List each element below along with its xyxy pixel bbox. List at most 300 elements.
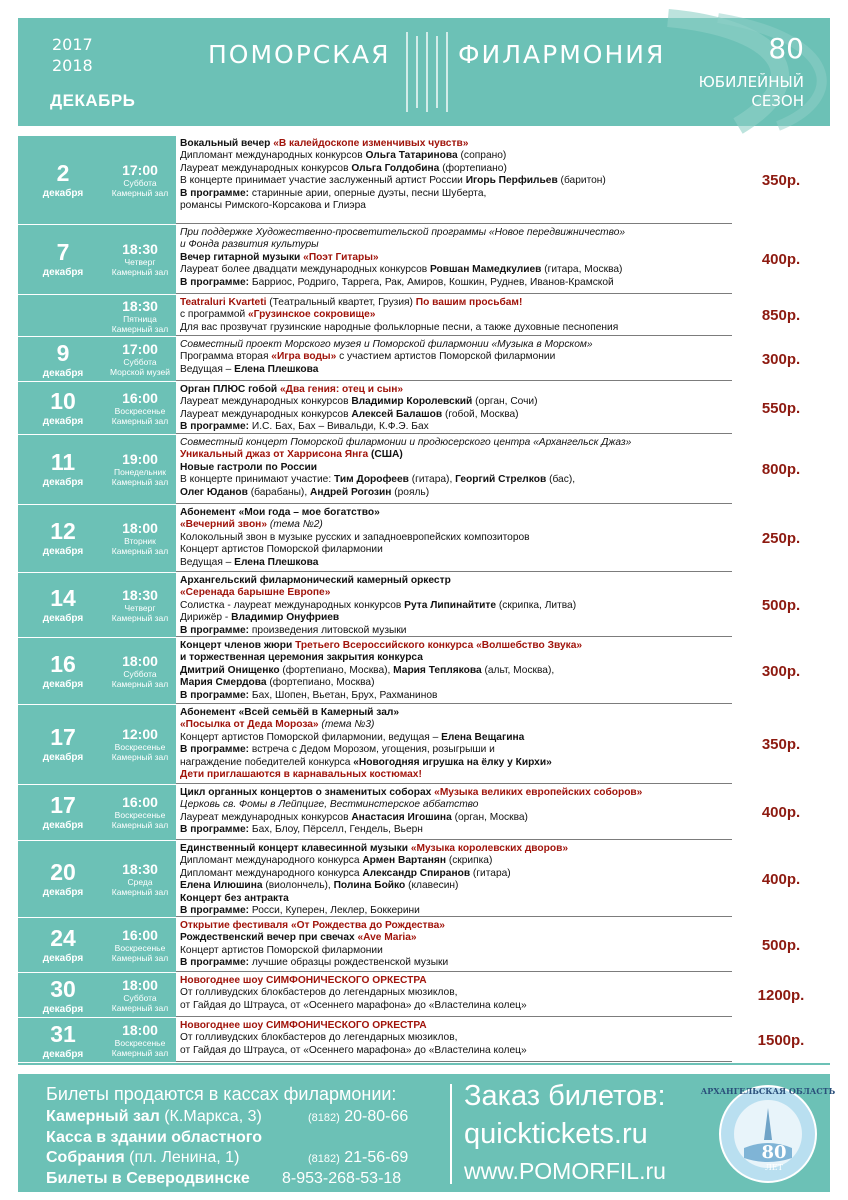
event-month: декабря <box>42 267 84 278</box>
event-line <box>180 787 730 799</box>
event-line <box>180 868 730 880</box>
event-text: Дипломант международных конкурсов <box>180 150 366 162</box>
event-text: Полина Бойко <box>333 880 406 892</box>
event-date <box>18 918 108 972</box>
brand-name-left: ПОМОРСКАЯ <box>208 40 391 69</box>
event-line <box>180 532 730 544</box>
event-day: 2 <box>56 159 70 186</box>
event-row <box>18 841 830 918</box>
event-text: Дмитрий Онищенко <box>180 664 280 676</box>
event-text: Открытие фестиваля «От Рождества до Рождества» <box>180 920 445 931</box>
event-time: 16:00 <box>122 389 158 406</box>
event-text: Мария Теплякова <box>393 664 482 676</box>
event-weekday: Среда <box>127 876 153 887</box>
event-text: Армен Вартанян <box>362 855 446 867</box>
event-text: Владимир Онуфриев <box>231 612 340 624</box>
event-date <box>18 295 108 336</box>
event-weekday: Четверг <box>124 257 156 267</box>
event-day: 30 <box>50 976 76 1002</box>
event-date <box>18 841 108 917</box>
event-text: (орган, Москва) <box>451 811 528 823</box>
kassa-line-1 <box>46 1129 262 1147</box>
event-text: (бас), <box>546 474 576 486</box>
event-line <box>180 474 730 486</box>
footer-title: Билеты продаются в кассах филармонии: <box>46 1084 397 1104</box>
event-price: 850р. <box>732 295 830 336</box>
event-text: (гитара) <box>470 867 511 879</box>
event-line <box>180 719 730 731</box>
event-row <box>18 225 830 295</box>
footer-divider <box>450 1084 452 1184</box>
event-text: (скрипка) <box>445 855 493 867</box>
event-lines <box>180 1020 730 1057</box>
event-text: Тим Дорофеев <box>333 474 409 486</box>
event-line <box>180 744 730 756</box>
event-price: 800р. <box>732 435 830 504</box>
order-label: Заказ билетов: <box>464 1080 666 1112</box>
event-day: 11 <box>50 449 76 475</box>
event-month: декабря <box>42 415 84 427</box>
event-text: Концерт артистов Поморской филармонии <box>180 944 383 956</box>
event-text: (гобой, Москва) <box>442 408 519 420</box>
event-line <box>180 1045 730 1057</box>
event-time: 18:30 <box>122 586 158 603</box>
event-weekday: Воскресенье <box>114 405 166 416</box>
event-line <box>180 449 730 461</box>
event-text: и торжественная церемония закрытия конкурса <box>180 652 423 664</box>
event-text: Для вас прозвучат грузинские народные фольклорные песни, а также духовные песнопения <box>180 321 619 333</box>
event-text: Лауреат международных конкурсов <box>180 408 352 420</box>
event-text: награждение победителей конкурса <box>180 756 354 768</box>
event-description <box>176 573 732 637</box>
event-row <box>18 785 830 841</box>
event-row <box>18 382 830 435</box>
month-title: ДЕКАБРЬ <box>50 91 136 110</box>
event-text: (гитара), <box>408 474 456 486</box>
event-venue: Морской музей <box>110 366 170 377</box>
event-date <box>18 505 108 572</box>
event-weekday: Суббота <box>123 668 157 679</box>
event-time: 19:00 <box>122 451 158 467</box>
event-text: Уникальный джаз от Харрисона Янга <box>180 449 369 461</box>
event-description <box>176 337 732 381</box>
event-line <box>180 812 730 824</box>
event-time: 16:00 <box>122 794 158 810</box>
event-line <box>180 799 730 811</box>
season-years <box>52 34 93 76</box>
hall-line <box>46 1108 262 1126</box>
event-line <box>180 437 730 449</box>
event-time: 17:00 <box>122 161 158 178</box>
event-price: 1200р. <box>732 973 830 1017</box>
event-text: (Театральный квартет, Грузия) <box>266 297 413 308</box>
anniversary-emblem-icon <box>700 1078 836 1188</box>
event-line <box>180 1020 730 1032</box>
event-text: Елена Плешкова <box>234 556 319 568</box>
event-text: Бах, Блоу, Пёрселл, Гендель, Вьерн <box>249 824 423 836</box>
event-line <box>180 769 730 781</box>
event-month: декабря <box>42 952 84 964</box>
event-month: декабря <box>42 678 84 690</box>
event-text: При поддержке Художественно-просветительской программы «Новое передвижничество» <box>180 227 626 238</box>
event-text: Анастасия Игошина <box>351 811 452 823</box>
event-lines <box>180 297 730 334</box>
event-line <box>180 150 730 162</box>
event-line <box>180 587 730 599</box>
event-venue: Камерный зал <box>111 267 169 277</box>
event-text: (барабаны), <box>247 486 310 498</box>
event-text: Лауреат более двадцати международных конкурсов <box>180 264 431 276</box>
event-text: Александр Спиранов <box>362 867 471 879</box>
event-description <box>176 705 732 784</box>
event-line <box>180 975 730 987</box>
event-text: Колокольный звон в музыке русских и западноевропейских композиторов <box>180 531 530 543</box>
event-text: (рояль) <box>391 486 430 498</box>
event-text: Совместный проект Морского музея и Поморской филармонии «Музыка в Морском» <box>180 339 593 350</box>
event-row <box>18 918 830 973</box>
event-line <box>180 920 730 932</box>
event-line <box>180 1032 730 1044</box>
event-text: «Новогодняя игрушка на ёлку у Кирхи» <box>353 756 552 768</box>
event-line <box>180 690 730 702</box>
ticket-site-link[interactable]: quicktickets.ru <box>464 1118 648 1150</box>
event-text: Концерт артистов Поморской филармонии, ведущая – <box>180 731 442 743</box>
event-venue: Камерный зал <box>111 952 169 963</box>
season-label-1: ЮБИЛЕЙНЫЙ <box>698 73 804 91</box>
event-line <box>180 625 730 637</box>
event-text: «Поэт Гитары» <box>303 251 379 263</box>
hall-label: Камерный зал <box>46 1108 160 1125</box>
event-text: Церковь св. Фомы в Лейпциге, Вестминстерское аббатство <box>180 799 479 811</box>
event-date <box>18 435 108 504</box>
event-text: В концерте принимают участие: <box>180 474 334 486</box>
event-line <box>180 707 730 719</box>
event-weekday: Понедельник <box>113 467 167 477</box>
event-text: Ольга Татаринова <box>365 150 458 162</box>
event-text: В программе: <box>180 421 250 433</box>
event-line <box>180 351 730 363</box>
event-price: 400р. <box>732 841 830 917</box>
event-day: 14 <box>50 584 76 611</box>
event-month: декабря <box>42 886 84 898</box>
event-time-block <box>108 705 172 784</box>
event-line <box>180 855 730 867</box>
event-text: Ведущая – <box>180 556 235 568</box>
event-time-block <box>108 1018 172 1062</box>
event-line <box>180 322 730 334</box>
event-line <box>180 175 730 187</box>
event-text: (виолончель), <box>262 880 334 892</box>
event-text: «Серенада барышне Европе» <box>180 587 331 599</box>
event-venue: Камерный зал <box>111 187 169 198</box>
event-text: (США) <box>368 449 403 461</box>
event-line <box>180 893 730 905</box>
event-price: 350р. <box>732 705 830 784</box>
event-weekday: Воскресенье <box>114 810 166 820</box>
event-text: (альт, Москва), <box>481 664 555 676</box>
event-text: (фортепиано) <box>439 162 507 174</box>
event-line <box>180 252 730 264</box>
event-text: В программе: <box>180 904 250 916</box>
event-price: 350р. <box>732 136 830 224</box>
event-text: «В калейдоскопе изменчивых чувств» <box>273 138 469 149</box>
event-line <box>180 945 730 957</box>
event-time-block <box>108 295 172 336</box>
event-date <box>18 705 108 784</box>
event-line <box>180 277 730 289</box>
event-row <box>18 435 830 505</box>
event-time: 18:00 <box>122 976 158 993</box>
event-text: от Гайдая до Штрауса, от «Осеннего марафона» до «Властелина колец» <box>180 1044 527 1056</box>
event-text: В программе: <box>180 689 250 701</box>
event-time: 18:00 <box>122 1021 158 1038</box>
emblem-text: АРХАНГЕЛЬСКАЯ ОБЛАСТЬ <box>700 1086 836 1096</box>
event-row <box>18 973 830 1018</box>
event-text: «Грузинское сокровище» <box>248 309 376 321</box>
event-price: 300р. <box>732 337 830 381</box>
event-line <box>180 612 730 624</box>
event-line <box>180 339 730 351</box>
severodvinsk-phone: 8-953-268-53-18 <box>282 1170 402 1187</box>
event-description <box>176 225 732 294</box>
event-text: Игорь Перфильев <box>465 175 558 187</box>
event-text: «Два гения: отец и сын» <box>280 384 404 395</box>
event-text: Программа вторая <box>180 351 272 363</box>
event-text: В программе: <box>180 957 250 969</box>
event-day: 31 <box>50 1021 76 1047</box>
event-time: 17:00 <box>122 340 158 357</box>
event-text: Дипломант международного конкурса <box>180 855 363 867</box>
emblem-sub: ЛЕТ <box>765 1163 783 1172</box>
event-text: От голливудских блокбастеров до легендарных мюзиклов, <box>180 987 458 999</box>
event-month: декабря <box>42 752 84 763</box>
event-line <box>180 239 730 251</box>
event-line <box>180 905 730 917</box>
event-text: Абонемент «Мои года – мое богатство» <box>180 507 380 518</box>
event-text: Единственный концерт клавесинной музыки <box>180 843 411 854</box>
event-weekday: Воскресенье <box>114 942 166 953</box>
event-text: (тема №3) <box>318 719 375 731</box>
event-text: (сопрано) <box>457 150 507 162</box>
event-day: 20 <box>50 858 76 885</box>
event-line <box>180 757 730 769</box>
kassa-address: (пл. Ленина, 1) <box>124 1149 240 1166</box>
logo-bars-icon <box>403 32 453 112</box>
event-time-block <box>108 973 172 1017</box>
event-date <box>18 785 108 840</box>
event-line <box>180 932 730 944</box>
hall-phone <box>308 1108 408 1126</box>
event-line <box>180 462 730 474</box>
event-weekday: Воскресенье <box>114 742 166 752</box>
season-label-2: СЕЗОН <box>751 92 804 110</box>
event-text: Владимир Королевский <box>351 396 473 408</box>
event-lines <box>180 787 730 837</box>
event-text: (фортепиано, Москва), <box>279 664 394 676</box>
event-description <box>176 638 732 704</box>
event-price: 500р. <box>732 573 830 637</box>
event-time-block <box>108 505 172 572</box>
event-line <box>180 677 730 689</box>
event-text: Новые гастроли по России <box>180 461 318 473</box>
event-time-block <box>108 435 172 504</box>
event-line <box>180 200 730 212</box>
event-line <box>180 227 730 239</box>
hall-phone-code: (8182) <box>308 1112 340 1124</box>
event-description <box>176 918 732 972</box>
kassa-label-1: Касса в здании областного <box>46 1129 262 1146</box>
event-text: и Фонда развития культуры <box>180 239 319 251</box>
event-text: Лауреат международных конкурсов <box>180 162 352 174</box>
event-venue: Камерный зал <box>111 678 169 689</box>
event-row <box>18 295 830 337</box>
event-lines <box>180 975 730 1012</box>
event-time-block <box>108 918 172 972</box>
event-line <box>180 957 730 969</box>
event-text: (тема №2) <box>266 519 323 531</box>
event-text: Барриос, Родриго, Таррега, Рак, Амиров, Кошкин, Руднев, Иванов-Крамской <box>249 276 614 288</box>
event-text: Ольга Голдобина <box>351 162 440 174</box>
event-text: Рождественский вечер при свечах <box>180 932 358 944</box>
event-text: (орган, Сочи) <box>472 396 538 408</box>
event-price: 500р. <box>732 918 830 972</box>
event-text: «Музыка великих европейских соборов» <box>434 787 643 798</box>
event-lines <box>180 640 730 702</box>
event-venue: Камерный зал <box>111 820 169 830</box>
event-text: Андрей Рогозин <box>309 486 392 498</box>
event-text: «Игра воды» <box>271 351 337 363</box>
event-month: декабря <box>42 368 84 379</box>
event-month: декабря <box>42 820 84 831</box>
event-text: В концерте принимает участие заслуженный артист России <box>180 175 466 187</box>
event-text: от Гайдая до Штрауса, от «Осеннего марафона» до «Властелина колец» <box>180 999 527 1011</box>
event-month: декабря <box>42 477 84 488</box>
event-time: 18:00 <box>122 652 158 669</box>
kassa-phone-number: 21-56-69 <box>339 1149 409 1166</box>
event-lines <box>180 843 730 917</box>
event-text: Росси, Куперен, Леклер, Боккерини <box>249 904 420 916</box>
event-text: Совместный концерт Поморской филармонии и продюсерского центра «Архангельск Джаз» <box>180 437 632 448</box>
severodvinsk-line <box>46 1170 250 1188</box>
event-line <box>180 652 730 664</box>
event-venue: Камерный зал <box>111 752 169 762</box>
event-day: 17 <box>50 792 76 818</box>
event-text: Рута Липинайтите <box>404 599 497 611</box>
event-date <box>18 382 108 434</box>
event-date <box>18 1018 108 1062</box>
event-date <box>18 225 108 294</box>
event-description <box>176 295 732 336</box>
season-number: 80 <box>768 32 804 65</box>
event-row <box>18 505 830 573</box>
event-text: Орган ПЛЮС гобой <box>180 384 281 395</box>
event-line <box>180 880 730 892</box>
event-text: Лауреат международных конкурсов <box>180 811 352 823</box>
event-text: Дирижёр - <box>180 612 232 624</box>
event-line <box>180 824 730 836</box>
event-text: с программой <box>180 309 249 321</box>
event-text: Лауреат международных конкурсов <box>180 396 352 408</box>
event-venue: Камерный зал <box>111 1002 169 1013</box>
event-text: Елена Плешкова <box>234 363 319 375</box>
event-line <box>180 396 730 408</box>
event-line <box>180 487 730 499</box>
event-time-block <box>108 841 172 917</box>
event-text: Ведущая – <box>180 363 235 375</box>
event-text: В программе: <box>180 744 250 756</box>
event-price: 400р. <box>732 785 830 840</box>
event-line <box>180 364 730 376</box>
event-line <box>180 309 730 321</box>
event-line <box>180 600 730 612</box>
event-month: декабря <box>42 1049 84 1060</box>
event-row <box>18 1018 830 1063</box>
event-text: (клавесин) <box>405 880 459 892</box>
event-time-block <box>108 785 172 840</box>
event-weekday: Суббота <box>123 356 157 367</box>
event-line <box>180 987 730 999</box>
event-text: Олег Юданов <box>180 486 248 498</box>
event-text: Teatraluri Kvarteti <box>180 297 267 308</box>
event-date <box>18 136 108 224</box>
event-row <box>18 136 830 225</box>
event-time: 12:00 <box>122 726 158 742</box>
event-weekday: Суббота <box>123 992 157 1003</box>
event-text: В программе: <box>180 624 250 636</box>
event-price: 250р. <box>732 505 830 572</box>
event-day: 24 <box>50 924 76 951</box>
year-start: 2017 <box>52 35 93 54</box>
event-text: Абонемент «Всей семьёй в Камерный зал» <box>180 707 400 718</box>
event-line <box>180 507 730 519</box>
event-line <box>180 557 730 569</box>
event-text: «Музыка королевских дворов» <box>410 843 569 854</box>
event-line <box>180 1000 730 1012</box>
event-venue: Камерный зал <box>111 612 169 623</box>
event-time-block <box>108 382 172 434</box>
event-line <box>180 575 730 587</box>
brand-name-right: ФИЛАРМОНИЯ <box>458 40 666 69</box>
event-line <box>180 843 730 855</box>
event-text: Новогоднее шоу СИМФОНИЧЕСКОГО ОРКЕСТРА <box>180 1020 427 1031</box>
event-description <box>176 435 732 504</box>
event-day: 7 <box>56 239 70 265</box>
event-line <box>180 138 730 150</box>
event-date <box>18 337 108 381</box>
event-description <box>176 973 732 1017</box>
event-month: декабря <box>42 612 84 624</box>
event-line <box>180 409 730 421</box>
event-time: 18:00 <box>122 520 158 536</box>
event-day: 10 <box>50 387 76 414</box>
event-text: И.С. Бах, Бах – Вивальди, К.Ф.Э. Бах <box>249 421 429 433</box>
event-month: декабря <box>42 1004 84 1015</box>
event-weekday: Четверг <box>124 602 156 613</box>
event-description <box>176 382 732 434</box>
event-line <box>180 384 730 396</box>
event-lines <box>180 339 730 376</box>
kassa-label-2: Собрания <box>46 1149 125 1166</box>
event-line <box>180 188 730 200</box>
event-text: с участием артистов Поморской филармонии <box>336 351 556 363</box>
event-line <box>180 163 730 175</box>
event-text: (скрипка, Литва) <box>496 599 577 611</box>
event-time-block <box>108 136 172 224</box>
event-description <box>176 505 732 572</box>
event-text: встреча с Дедом Морозом, угощения, розыгрыши и <box>249 744 495 756</box>
event-lines <box>180 227 730 289</box>
website-link[interactable]: www.POMORFIL.ru <box>464 1158 666 1184</box>
